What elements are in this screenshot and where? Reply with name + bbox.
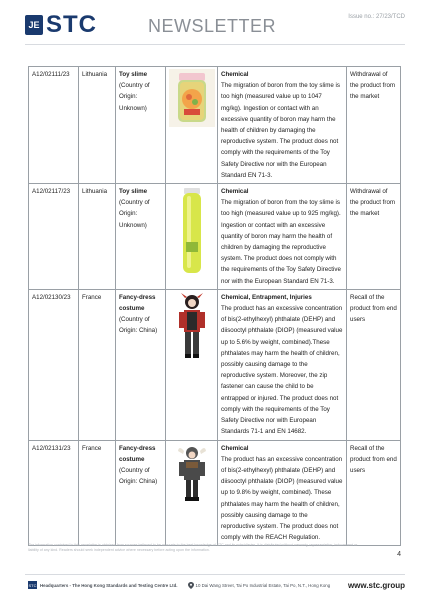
measure: Recall of the product from end users [347,440,401,546]
issue-number: Issue no.: 27/23/TCD [348,14,405,20]
product-name: Toy slime [119,71,148,78]
country: France [79,289,116,440]
risk-cell [218,184,347,290]
risk-type: Chemical, Entrapment, Injuries [221,293,312,301]
product-cell [116,289,166,440]
footer-divider [25,574,405,575]
header-divider [25,44,405,45]
product-origin: (Country of Origin: China) [119,466,158,486]
table-row [29,184,401,290]
risk-type: Chemical [221,188,249,196]
alert-number: A12/02131/23 [29,440,79,546]
risk-description: The product has an excessive concentration of bis(2-ethylhexyl) phthalate (DEHP) and diisooctyl phthalate (DIOP) (measured value up to 9.8% by weight, combined). These phthalates may harm the health of children, possibly causing damage to the reproductive system. The product does not comply with the REACH Regulation. [221,455,343,542]
product-photo-cell [166,289,218,440]
measure: Withdrawal of the product from the market [347,184,401,290]
country: France [79,440,116,546]
website-link[interactable]: www.stc.group [347,580,405,590]
table-row [29,440,401,546]
product-name: Fancy-dress costume [119,293,156,313]
page-footer [28,579,405,591]
stc-logo [25,11,97,39]
product-photo-cell [166,67,218,184]
slime-jar-photo-icon [169,69,215,127]
risk-description: The migration of boron from the toy slime is too high (measured value up to 1047 mg/kg). Ingestion or contact with an excessive quantity of boron may harm the health of children by damaging the reproductive system. The product does not comply with the requirements of the Toy Safety Directive nor with the European Standard EN 71-3. [221,82,340,179]
product-photo-cell [166,440,218,546]
risk-type: Chemical [221,71,249,78]
disclaimer: The information contained in this newsletter is obtained from sources believed to be accurate to the best knowledge of STC and its subsidiaries. It is distributed without warranty, representation, inducement or liability of any kind. Readers should seek independent advice where necessary before acting upon the information. [28,543,358,552]
product-origin: (Country of Origin: Unknown) [119,82,150,112]
alert-number: A12/02117/23 [29,184,79,290]
slime-tube-photo-icon [169,186,215,276]
product-name: Fancy-dress costume [119,444,156,463]
logo-text: STC [46,11,97,38]
country: Lithuania [79,67,116,184]
costume-red-photo-icon [169,292,215,362]
alert-number: A12/02111/23 [29,67,79,184]
product-photo-cell [166,184,218,290]
product-origin: (Country of Origin: China) [119,316,158,335]
page-number: 4 [397,551,401,558]
table-row [29,67,401,184]
country: Lithuania [79,184,116,290]
risk-description: The product has an excessive concentration of bis(2-ethylhexyl) phthalate (DEHP) and diisooctyl phthalate (DIOP) (measured value up to 5.6% by weight, combined).These phthalates may harm the health of children, possibly causing damage to the reproductive system. Moreover, the zip fastener can cause the child to be entrapped or injured. The product does not comply with the requirements of the Toy Safety Directive nor with European Standards 71-1 and EN 14682. [221,305,343,436]
recall-table [28,66,401,546]
logo-mark-icon: JE [25,15,43,35]
product-cell [116,184,166,290]
table-row [29,289,401,440]
measure: Withdrawal of the product from the market [347,67,401,184]
alert-number: A12/02130/23 [29,289,79,440]
risk-cell [218,67,347,184]
newsletter-title: NEWSLETTER [148,16,277,36]
address: 10 Dai Wang Street, Tai Po Industrial Estate, Tai Po, N.T., Hong Kong [195,582,331,588]
product-name: Toy slime [119,188,148,196]
costume-viking-photo-icon [169,443,215,503]
product-cell [116,440,166,546]
risk-description: The migration of boron from the toy slime is too high (measured value up to 925 mg/kg). Ingestion or contact with an excessive quantity of boron may harm the health of children by damaging the reproductive system. The product does not comply with the requirements of the Toy Safety Directive nor with the European Standard EN 71-3. [221,199,341,285]
measure: Recall of the product from end users [347,289,401,440]
product-cell [116,67,166,184]
product-origin: (Country of Origin: Unknown) [119,199,150,229]
location-pin-icon [188,582,194,589]
stc-mini-logo-icon: STC [28,582,37,588]
risk-cell [218,440,347,546]
risk-type: Chemical [221,444,249,452]
risk-cell [218,289,347,440]
headquarters: Headquarters - The Hong Kong Standards and Testing Centre Ltd. [40,582,178,588]
page-header [0,0,425,52]
